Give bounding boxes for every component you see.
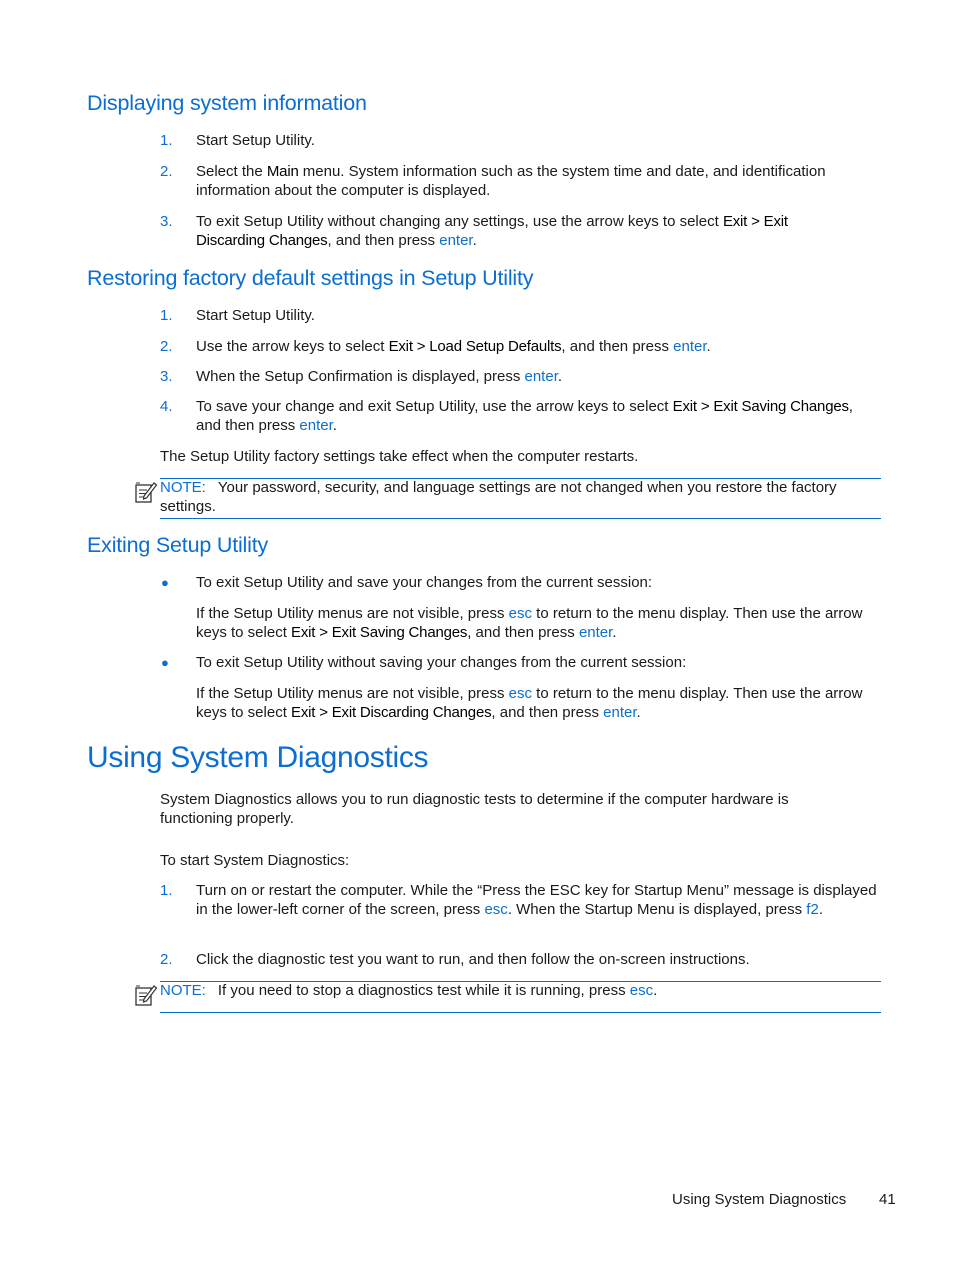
text-run: If the Setup Utility menus are not visible, press bbox=[196, 605, 509, 622]
menu-path: Exit > Exit Saving Changes bbox=[672, 398, 849, 415]
text-run: to return to the menu display. Then use the arrow keys to select bbox=[196, 685, 863, 722]
bullet-icon: ● bbox=[161, 655, 169, 670]
menu-path: Exit > Exit Saving Changes bbox=[291, 624, 468, 642]
key-name: enter bbox=[299, 417, 333, 435]
step-number: 4. bbox=[160, 398, 173, 415]
step-number: 2. bbox=[160, 338, 173, 355]
body-paragraph: System Diagnostics allows you to run diagnostic tests to determine if the computer hardware is functioning properly. bbox=[160, 791, 789, 828]
step-number: 1. bbox=[160, 882, 173, 899]
note-bottom-rule bbox=[160, 518, 881, 519]
text-run: . bbox=[706, 338, 711, 355]
step-number: 2. bbox=[160, 951, 173, 968]
bullet-text: To exit Setup Utility without saving your changes from the current session: bbox=[196, 654, 687, 671]
page-number: 41 bbox=[879, 1191, 896, 1208]
text-run: , and then press bbox=[196, 398, 853, 435]
key-name: esc bbox=[508, 605, 532, 622]
step-text bbox=[196, 881, 886, 920]
text-run: When the Setup Confirmation is displayed, press bbox=[196, 368, 525, 385]
step-number: 3. bbox=[160, 213, 173, 230]
chapter-heading-diagnostics: Using System Diagnostics bbox=[87, 741, 429, 774]
step-text bbox=[196, 162, 886, 201]
text-run: . bbox=[332, 417, 337, 435]
key-name: enter bbox=[603, 704, 637, 722]
menu-path: Exit > Exit Discarding Changes bbox=[196, 213, 788, 250]
text-run: Use the arrow keys to select bbox=[196, 338, 389, 355]
body-paragraph: To start System Diagnostics: bbox=[160, 852, 350, 869]
text-run: Your password, security, and language settings are not changed when you restore the factory settings. bbox=[160, 479, 837, 516]
step-number: 1. bbox=[160, 307, 173, 324]
menu-path: Exit > Exit Discarding Changes bbox=[291, 704, 492, 722]
text-run: , and then press bbox=[561, 338, 674, 355]
text-run: . bbox=[612, 624, 617, 642]
key-name: esc bbox=[508, 685, 532, 702]
text-run: Turn on or restart the computer. While the “Press the ESC key for Startup Menu” message is displayed in the lower-left corner of the screen, press bbox=[196, 882, 877, 919]
bullet-text: To exit Setup Utility and save your changes from the current session: bbox=[196, 574, 653, 591]
text-run: . When the Startup Menu is displayed, press bbox=[507, 901, 807, 919]
step-number: 3. bbox=[160, 368, 173, 385]
text-run: to return to the menu display. Then use the arrow keys to select bbox=[196, 605, 863, 642]
step-text bbox=[196, 367, 886, 386]
text-run: To exit Setup Utility without changing any settings, use the arrow keys to select bbox=[196, 213, 723, 230]
key-name: esc bbox=[484, 901, 508, 919]
bullet-paragraph bbox=[196, 684, 886, 723]
text-run: , and then press bbox=[327, 232, 440, 250]
note-pencil-icon bbox=[134, 983, 158, 1007]
body-paragraph: The Setup Utility factory settings take effect when the computer restarts. bbox=[160, 448, 639, 465]
step-text: Start Setup Utility. bbox=[196, 307, 315, 324]
step-text bbox=[196, 337, 886, 356]
section-heading-displaying: Displaying system information bbox=[87, 91, 367, 115]
text-run: If the Setup Utility menus are not visible, press bbox=[196, 685, 509, 702]
menu-path: Exit > Load Setup Defaults bbox=[388, 338, 562, 355]
key-name: f2 bbox=[806, 901, 819, 919]
key-name: enter bbox=[673, 338, 707, 355]
bullet-icon: ● bbox=[161, 575, 169, 590]
text-run: menu. System information such as the system time and date, and identification information about the computer is displayed. bbox=[196, 163, 826, 200]
step-text: Click the diagnostic test you want to run, and then follow the on-screen instructions. bbox=[196, 951, 750, 968]
text-run: . bbox=[636, 704, 641, 722]
text-run: , and then press bbox=[491, 704, 604, 722]
text-run: . bbox=[557, 368, 563, 385]
text-run: If you need to stop a diagnostics test while it is running, press bbox=[217, 982, 630, 999]
note-pencil-icon bbox=[134, 480, 158, 504]
key-name: esc bbox=[629, 982, 654, 999]
bullet-paragraph bbox=[196, 604, 886, 643]
footer-title: Using System Diagnostics bbox=[672, 1191, 847, 1208]
section-heading-exiting: Exiting Setup Utility bbox=[87, 533, 269, 557]
step-text bbox=[196, 397, 856, 436]
note-label: NOTE: bbox=[160, 479, 206, 496]
text-run: , and then press bbox=[467, 624, 579, 642]
text-run: . bbox=[653, 982, 658, 999]
step-text bbox=[196, 212, 856, 251]
text-run: To save your change and exit Setup Utility, use the arrow keys to select bbox=[196, 398, 673, 415]
step-number: 1. bbox=[160, 132, 173, 149]
text-run: . bbox=[818, 901, 823, 919]
key-name: enter bbox=[578, 624, 613, 642]
key-name: enter bbox=[524, 368, 558, 385]
note-label: NOTE: bbox=[160, 982, 206, 999]
note-text bbox=[160, 981, 886, 1000]
section-heading-restoring: Restoring factory default settings in Setup Utility bbox=[87, 266, 534, 290]
menu-name: Main bbox=[266, 163, 299, 180]
step-number: 2. bbox=[160, 163, 173, 180]
text-run: Select the bbox=[196, 163, 267, 180]
text-run: . bbox=[472, 232, 477, 250]
note-bottom-rule bbox=[160, 1012, 881, 1013]
note-text bbox=[160, 478, 860, 517]
key-name: enter bbox=[439, 232, 473, 250]
step-text: Start Setup Utility. bbox=[196, 132, 315, 149]
